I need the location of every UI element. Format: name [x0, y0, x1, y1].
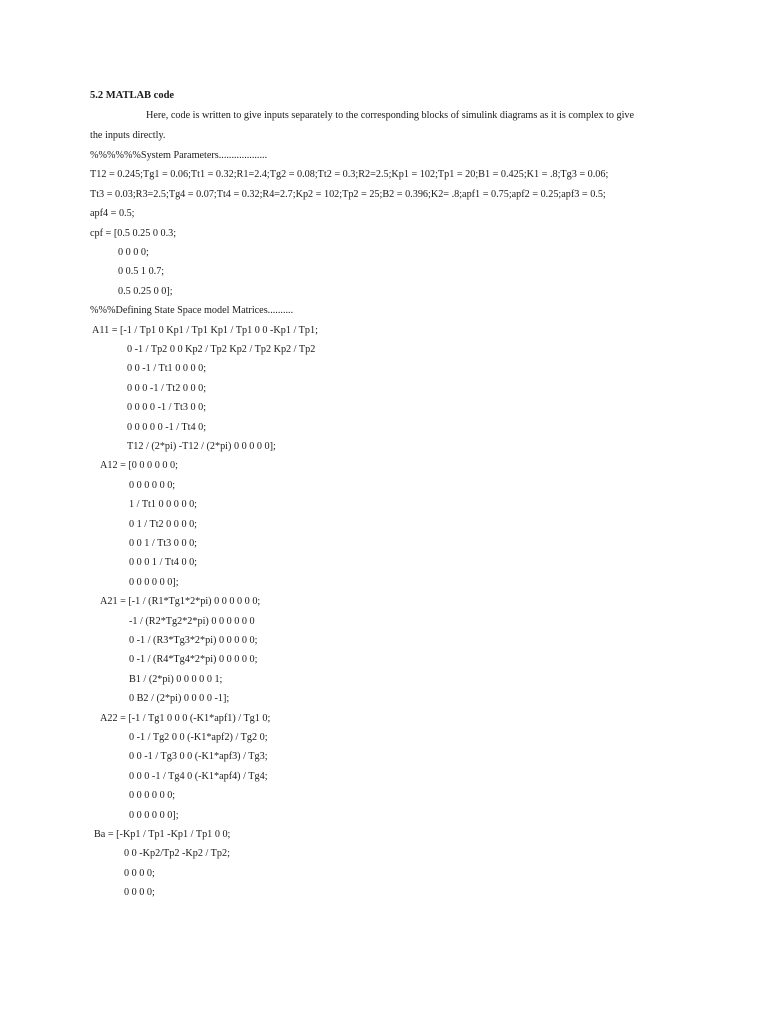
code-line: 0 0 0 0;	[118, 247, 149, 258]
code-line: 0 0 0 -1 / Tt2 0 0 0;	[127, 383, 207, 394]
code-line: apf4 = 0.5;	[90, 208, 135, 219]
code-line: B1 / (2*pi) 0 0 0 0 0 1;	[129, 674, 223, 685]
code-line: 0 0 0 0 0 0;	[129, 790, 176, 801]
code-line: 0 0 -1 / Tt1 0 0 0 0;	[127, 363, 207, 374]
code-line: Ba = [-Kp1 / Tp1 -Kp1 / Tp1 0 0;	[94, 829, 231, 840]
code-line: 0 0 0 0 0 0];	[129, 810, 179, 821]
code-line: 0 0 0 -1 / Tg4 0 (-K1*apf4) / Tg4;	[129, 771, 268, 782]
code-line: 0 0 -Kp2/Tp2 -Kp2 / Tp2;	[124, 848, 230, 859]
code-line: %%%Defining State Space model Matrices..........	[90, 305, 294, 316]
code-line: 0 -1 / (R3*Tg3*2*pi) 0 0 0 0 0;	[129, 635, 258, 646]
code-line: A12 = [0 0 0 0 0 0;	[100, 460, 178, 471]
section-heading: 5.2 MATLAB code	[90, 90, 175, 101]
code-line: 0 0 0 0 0 -1 / Tt4 0;	[127, 422, 207, 433]
code-line: 0 0 0 0 0 0];	[129, 577, 179, 588]
code-line: 0 -1 / Tp2 0 0 Kp2 / Tp2 Kp2 / Tp2 Kp2 / Tp2	[127, 344, 316, 355]
code-line: 0 0 0 1 / Tt4 0 0;	[129, 557, 198, 568]
code-line: 0 B2 / (2*pi) 0 0 0 0 -1];	[129, 693, 230, 704]
code-line: T12 = 0.245;Tg1 = 0.06;Tt1 = 0.32;R1=2.4;Tg2 = 0.08;Tt2 = 0.3;R2=2.5;Kp1 = 102;Tp1 = 20;B1 = 0.425;K1 = .8;Tg3 = 0.06;	[90, 169, 609, 180]
intro-line-2: the inputs directly.	[90, 130, 166, 141]
code-line: -1 / (R2*Tg2*2*pi) 0 0 0 0 0 0	[129, 616, 255, 627]
code-line: cpf = [0.5 0.25 0 0.3;	[90, 228, 177, 239]
code-line: Tt3 = 0.03;R3=2.5;Tg4 = 0.07;Tt4 = 0.32;R4=2.7;Kp2 = 102;Tp2 = 25;B2 = 0.396;K2= .8;apf1 = 0.75;apf2 = 0.25;apf3 = 0.5;	[90, 189, 606, 200]
code-line: 1 / Tt1 0 0 0 0 0;	[129, 499, 198, 510]
code-line: %%%%%%System Parameters...................	[90, 150, 268, 161]
code-line: 0 1 / Tt2 0 0 0 0;	[129, 519, 198, 530]
code-line: A11 = [-1 / Tp1 0 Kp1 / Tp1 Kp1 / Tp1 0 0 -Kp1 / Tp1;	[92, 325, 318, 336]
code-line: 0 0 0 0;	[124, 887, 155, 898]
code-line: 0 -1 / (R4*Tg4*2*pi) 0 0 0 0 0;	[129, 654, 258, 665]
code-line: 0 0 0 0 -1 / Tt3 0 0;	[127, 402, 207, 413]
code-line: A21 = [-1 / (R1*Tg1*2*pi) 0 0 0 0 0 0;	[100, 596, 261, 607]
code-line: 0 -1 / Tg2 0 0 (-K1*apf2) / Tg2 0;	[129, 732, 268, 743]
code-line: 0 0 1 / Tt3 0 0 0;	[129, 538, 198, 549]
code-line: T12 / (2*pi) -T12 / (2*pi) 0 0 0 0 0];	[127, 441, 276, 452]
code-line: 0 0.5 1 0.7;	[118, 266, 165, 277]
code-line: A22 = [-1 / Tg1 0 0 0 (-K1*apf1) / Tg1 0;	[100, 713, 271, 724]
intro-line-1: Here, code is written to give inputs separately to the corresponding blocks of simulink diagrams as it is complex to give	[146, 110, 635, 121]
code-line: 0 0 0 0;	[124, 868, 155, 879]
code-line: 0 0 -1 / Tg3 0 0 (-K1*apf3) / Tg3;	[129, 751, 268, 762]
code-line: 0.5 0.25 0 0];	[118, 286, 173, 297]
code-line: 0 0 0 0 0 0;	[129, 480, 176, 491]
